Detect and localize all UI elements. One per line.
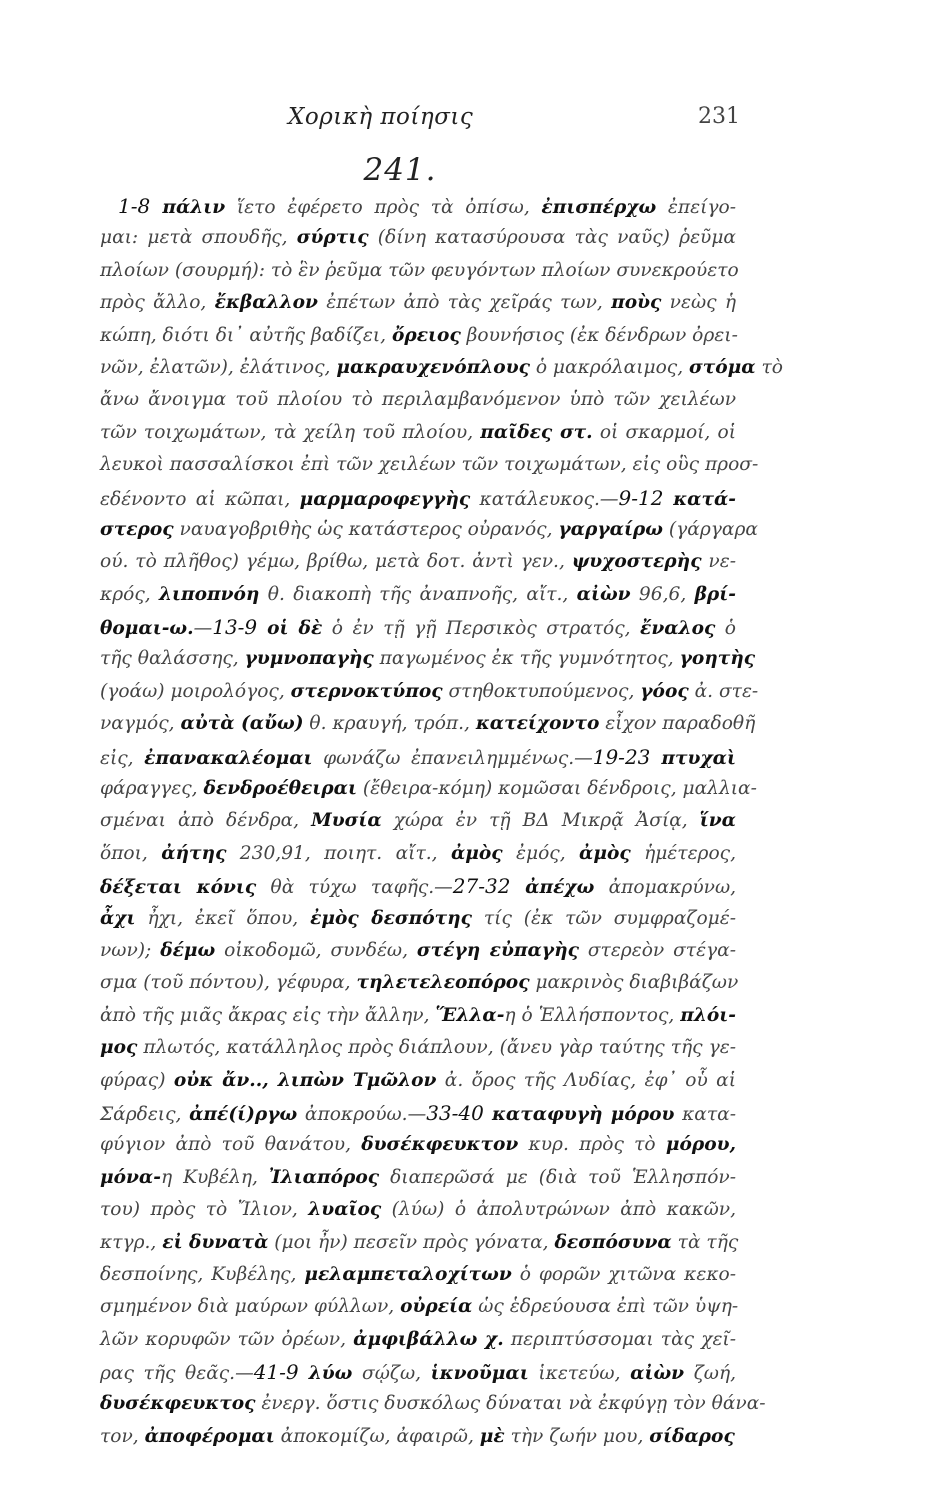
lemma: ἔναλος — [640, 618, 716, 640]
lemma: ἀήτης — [161, 842, 227, 864]
gloss: ἦχι, ἐκεῖ ὅπου, — [135, 907, 311, 929]
gloss: ἀπὸ τῆς μιᾶς ἄκρας εἰς τὴν ἄλλην, — [100, 1004, 436, 1026]
text-line — [100, 255, 739, 287]
gloss: ἀπομακρύνω, — [594, 877, 737, 899]
lemma: μόνα- — [100, 1166, 161, 1188]
lemma: παῖδες στ. — [480, 421, 593, 443]
text-line — [100, 935, 736, 967]
lemma: δυσέκφευκτον — [361, 1134, 519, 1156]
gloss: ρας τῆς θεᾶς.— — [100, 1363, 254, 1385]
lemma: καταφυγὴ μόρου — [491, 1103, 675, 1125]
gloss: οἱ σκαρμοί, οἱ — [592, 421, 736, 443]
gloss: μακρινὸς διαβιβάζων — [529, 972, 739, 994]
gloss: ἀ. στε- — [688, 680, 759, 702]
page-header — [110, 104, 740, 140]
lemma: ψυχοστερὴς — [571, 551, 702, 573]
gloss: ναγμός, — [100, 713, 181, 735]
gloss: ἵετο ἐφέρετο πρὸς τὰ ὀπίσω, — [225, 197, 542, 218]
gloss: Σάρδεις, — [100, 1103, 190, 1125]
gloss: (δίνη κατασύρουσα τὰς ναῦς) ῥεῦμα — [368, 227, 736, 249]
lemma: οἱ δὲ — [267, 618, 323, 640]
gloss: ού. τὸ πλῆθος) γέμω, βρίθω, μετὰ δοτ. ἀντὶ γεν., — [100, 551, 572, 573]
gloss: κρός, — [100, 583, 159, 605]
text-line — [100, 320, 736, 352]
gloss: κυρ. πρὸς τὸ — [518, 1134, 666, 1156]
lemma: ἆχι — [100, 907, 136, 929]
lemma: ἀπέ(ί)ργω — [189, 1103, 298, 1125]
lemma: μαρμαροφεγγὴς — [299, 488, 471, 510]
text-line — [100, 1227, 739, 1259]
lemma: Ἕλλα- — [435, 1004, 505, 1026]
gloss: περιπτύσσομαι τὰς χεῖ- — [503, 1328, 737, 1350]
gloss: ἀ. ὄρος τῆς Λυδίας, ἐφ᾽ οὗ αἱ — [436, 1069, 737, 1091]
gloss: εδένοντο αἱ κῶπαι, — [100, 488, 300, 510]
line-reference: 27-32 — [452, 874, 526, 899]
lemma: λιποπνόη — [158, 583, 260, 605]
gloss: λευκοὶ πασσαλίσκοι ἐπὶ τῶν χειλέων τῶν τοιχωμάτων, εἰς οὓς προσ- — [100, 454, 759, 476]
lemma: δέμω — [160, 939, 216, 961]
gloss: στηθοκτυπούμενος, — [442, 680, 641, 702]
gloss: ὁ μακρόλαιμος, — [529, 356, 690, 378]
gloss: ὡς ἑδρεύουσα ἐπὶ τῶν ὑψη- — [472, 1296, 739, 1318]
text-line — [100, 1162, 736, 1194]
lemma: δέξεται κόνις — [100, 877, 257, 899]
text-line — [100, 222, 736, 254]
lemma: αἰὼν — [576, 583, 631, 605]
text-line — [100, 805, 736, 837]
text-line — [100, 1421, 736, 1453]
lemma: ὄρειος — [391, 324, 461, 346]
lemma: εἰ δυνατὰ — [162, 1231, 269, 1253]
gloss: θὰ τύχω ταφῆς.— — [256, 877, 453, 899]
gloss: πρὸς ἄλλο, — [100, 292, 215, 314]
lemma: στόμα — [689, 356, 756, 378]
text-line — [100, 708, 756, 740]
gloss: του) πρὸς τὸ Ἴλιον, — [100, 1199, 309, 1221]
lemma: δυσέκφευκτος — [100, 1393, 256, 1415]
lemma: ἱκνοῦμαι — [430, 1363, 529, 1385]
gloss: ναυαγοβριθὴς ὡς κατάστερος οὐρανός, — [173, 518, 559, 540]
lemma: ποὺς — [611, 292, 662, 314]
gloss: οἰκοδομῶ, συνδέω, — [215, 939, 417, 961]
text-line — [100, 838, 736, 870]
text-line — [100, 1259, 736, 1291]
gloss: νε- — [701, 551, 736, 573]
lemma: γοητὴς — [679, 648, 756, 670]
lemma: σύρτις — [296, 227, 369, 249]
line-reference: 41-9 — [253, 1360, 309, 1385]
text-line — [100, 417, 736, 449]
lemma: μελαμπεταλοχίτων — [304, 1263, 512, 1285]
text-line — [100, 643, 756, 675]
lemma: οὐκ ἄν.., λιπὼν Τμῶλον — [173, 1069, 437, 1091]
gloss: σμα (τοῦ πόντου), γέφυρα, — [100, 972, 357, 994]
text-line — [100, 449, 759, 481]
gloss: (μοι ἦν) πεσεῖν πρὸς γόνατα, — [268, 1231, 555, 1253]
gloss: κτγρ., — [100, 1231, 163, 1253]
lemma: λύω — [308, 1363, 353, 1385]
page-number: 231 — [698, 104, 740, 129]
lemma: ἀμφιβάλλω χ. — [353, 1328, 504, 1350]
text-line — [100, 903, 736, 935]
commentary-text — [100, 190, 783, 1453]
lemma: ἐπισπέρχω — [541, 197, 657, 218]
gloss: τῆς θαλάσσης, — [100, 648, 245, 670]
line-reference: 1-8 — [118, 194, 163, 218]
gloss: η ὁ Ἑλλήσποντος, — [504, 1004, 681, 1026]
gloss: 96,6, — [630, 583, 695, 605]
lemma: ἀπέχω — [525, 877, 595, 899]
text-line — [100, 546, 736, 578]
line-reference: 33-40 — [426, 1100, 492, 1125]
text-line — [100, 1324, 736, 1356]
gloss: η Κυβέλη, — [160, 1166, 269, 1188]
lemma: αὐτὰ (αὔω) — [180, 713, 304, 735]
gloss: τὸ — [755, 356, 783, 378]
running-title: Χορικὴ ποίησις — [288, 104, 474, 130]
gloss: ὁ ἐν τῇ γῇ Περσικὸς στρατός, — [322, 618, 641, 640]
lemma: πάλιν — [162, 197, 226, 218]
lemma: αἰὼν — [630, 1363, 685, 1385]
text-line — [100, 514, 758, 546]
text-line — [100, 579, 736, 611]
text-line — [100, 482, 736, 514]
gloss: διαπερῶσά με (διὰ τοῦ Ἑλλησπόν- — [379, 1166, 736, 1188]
gloss: ἄνω ἄνοιγμα τοῦ πλοίου τὸ περιλαμβανόμενον ὑπὸ τῶν χειλέων — [100, 389, 736, 411]
section-number: 241. — [363, 152, 437, 188]
lemma: ἐμὸς δεσπότης — [310, 907, 472, 929]
text-line — [100, 1032, 736, 1064]
gloss: νῶν, ἐλατῶν), ἐλάτινος, — [100, 356, 337, 378]
lemma: στέγη εὐπαγὴς — [416, 939, 579, 961]
gloss: μαι: μετὰ σπουδῆς, — [100, 227, 297, 249]
lemma: κατείχοντο — [475, 713, 600, 735]
lemma: στερνοκτύπος — [290, 680, 443, 702]
gloss: εἶχον παραδοθῆ — [599, 713, 756, 735]
gloss: πλοίων (σουρμή): τὸ ἓν ῥεῦμα τῶν φευγόντων πλοίων συνεκρούετο — [100, 259, 739, 281]
lemma: γόος — [640, 680, 689, 702]
lemma: μακραυχενόπλους — [336, 356, 530, 378]
text-line — [100, 967, 739, 999]
gloss: ἡμέτερος, — [630, 842, 737, 864]
gloss: νεὼς ἡ — [661, 292, 737, 314]
text-line — [100, 1065, 736, 1097]
lemma: ἵνα — [699, 810, 736, 832]
gloss: φωνάζω ἐπανειλημμένως.— — [312, 747, 593, 769]
lemma: ἐπανακαλέομαι — [144, 747, 313, 769]
gloss: (λύω) ὁ ἀπολυτρώνων ἀπὸ κακῶν, — [381, 1199, 736, 1221]
lemma: γαργαίρω — [558, 518, 664, 540]
gloss: ἀποκρούω.— — [297, 1103, 427, 1125]
gloss: — — [193, 618, 213, 640]
lemma: γυμνοπαγὴς — [244, 648, 374, 670]
line-reference: 9-12 — [618, 485, 674, 510]
lemma: οὐρεία — [400, 1296, 473, 1318]
lemma: λυαῖος — [308, 1199, 382, 1221]
gloss: τὰ τῆς — [671, 1231, 739, 1253]
gloss: ὅποι, — [100, 842, 162, 864]
gloss: ὁ φορῶν χιτῶνα κεκο- — [511, 1263, 737, 1285]
gloss: κατάλευκος.— — [470, 488, 619, 510]
gloss: φύγιον ἀπὸ τοῦ θανάτου, — [100, 1134, 362, 1156]
gloss: βουνήσιος (ἐκ δένδρων ὀρει- — [460, 324, 738, 346]
text-line — [100, 741, 736, 773]
text-line — [100, 1000, 736, 1032]
lemma: κατά- — [673, 488, 737, 510]
gloss: σῴζω, — [352, 1363, 431, 1385]
gloss: (γοάω) μοιρολόγος, — [100, 680, 291, 702]
gloss: φάραγγες, — [100, 778, 204, 800]
text-line — [100, 352, 783, 384]
gloss: ἱκετεύω, — [528, 1363, 631, 1385]
gloss: ἐπείγο- — [656, 197, 736, 218]
gloss: θ. κραυγή, τρόπ., — [303, 713, 476, 735]
lemma: μόρου, — [665, 1134, 736, 1156]
lemma: ἀμὸς — [579, 842, 631, 864]
gloss: σμέναι ἀπὸ δένδρα, — [100, 810, 312, 832]
text-line — [100, 676, 759, 708]
lemma: τηλετελεοπόρος — [356, 972, 530, 994]
text-line — [100, 1388, 766, 1420]
lemma: δενδροέθειραι — [203, 778, 357, 800]
gloss: τον, — [100, 1425, 145, 1447]
gloss: εἰς, — [100, 747, 145, 769]
text-line — [100, 1129, 736, 1161]
gloss: 230,91, ποιητ. αἴτ., — [226, 842, 451, 864]
line-reference: 13-9 — [212, 615, 268, 640]
gloss: ἐπέτων ἀπὸ τὰς χεῖράς των, — [317, 292, 612, 314]
gloss: θ. διακοπὴ τῆς ἀναπνοῆς, αἴτ., — [259, 583, 577, 605]
gloss: δεσποίνης, Κυβέλης, — [100, 1263, 305, 1285]
gloss: κατα- — [674, 1103, 736, 1125]
gloss: ζωή, — [684, 1363, 736, 1385]
text-line — [100, 611, 736, 643]
text-line — [100, 870, 736, 902]
gloss: λῶν κορυφῶν τῶν ὀρέων, — [100, 1328, 354, 1350]
gloss: τῶν τοιχωμάτων, τὰ χείλη τοῦ πλοίου, — [100, 421, 481, 443]
gloss: ἐμός, — [502, 842, 580, 864]
lemma: δεσπόσυνα — [554, 1231, 672, 1253]
lemma: σίδαρος — [649, 1425, 735, 1447]
lemma: πλόι- — [680, 1004, 736, 1026]
text-line — [100, 1291, 739, 1323]
gloss: σμημένον διὰ μαύρων φύλλων, — [100, 1296, 401, 1318]
lemma: θομαι-ω. — [100, 618, 194, 640]
lemma: μος — [100, 1037, 138, 1059]
gloss: στερεὸν στέγα- — [578, 939, 737, 961]
text-line — [100, 287, 736, 319]
text-line — [100, 1356, 736, 1388]
gloss: χώρα ἐν τῇ ΒΔ Μικρᾷ Ἀσίᾳ, — [381, 810, 700, 832]
lemma: πτυχαὶ — [661, 747, 736, 769]
text-line — [100, 1097, 736, 1129]
text-line — [100, 190, 736, 222]
lemma: Μυσία — [311, 810, 382, 832]
line-reference: 19-23 — [592, 744, 662, 769]
lemma: Ἰλιαπόρος — [268, 1166, 380, 1188]
gloss: τίς (ἐκ τῶν συμφραζομέ- — [471, 907, 736, 929]
lemma: ἔκβαλλον — [214, 292, 318, 314]
gloss: νων); — [100, 939, 161, 961]
lemma: στερος — [100, 518, 174, 540]
gloss: ὁ — [715, 618, 736, 640]
gloss: παγωμένος ἐκ τῆς γυμνότητος, — [373, 648, 680, 670]
gloss: ἀποκομίζω, ἀφαιρῶ, — [274, 1425, 480, 1447]
gloss: ἐνεργ. ὅστις δυσκόλως δύναται νὰ ἐκφύγῃ τὸν θάνα- — [255, 1393, 766, 1415]
gloss: πλωτός, κατάλληλος πρὸς διάπλουν, (ἄνευ γὰρ ταύτης τῆς γε- — [137, 1037, 736, 1059]
text-line — [100, 1194, 736, 1226]
lemma: ἀμὸς — [450, 842, 503, 864]
gloss: (γάργαρα — [663, 518, 758, 540]
text-line — [100, 384, 736, 416]
gloss: φύρας) — [100, 1069, 174, 1091]
lemma: βρί- — [694, 583, 736, 605]
lemma: μὲ — [479, 1425, 505, 1447]
gloss: τὴν ζωήν μου, — [504, 1425, 650, 1447]
text-line — [100, 773, 757, 805]
gloss: (ἔθειρα-κόμη) κομῶσαι δένδροις, μαλλια- — [356, 778, 757, 800]
lemma: ἀποφέρομαι — [144, 1425, 275, 1447]
gloss: κώπη, διότι δι᾽ αὐτῆς βαδίζει, — [100, 324, 392, 346]
